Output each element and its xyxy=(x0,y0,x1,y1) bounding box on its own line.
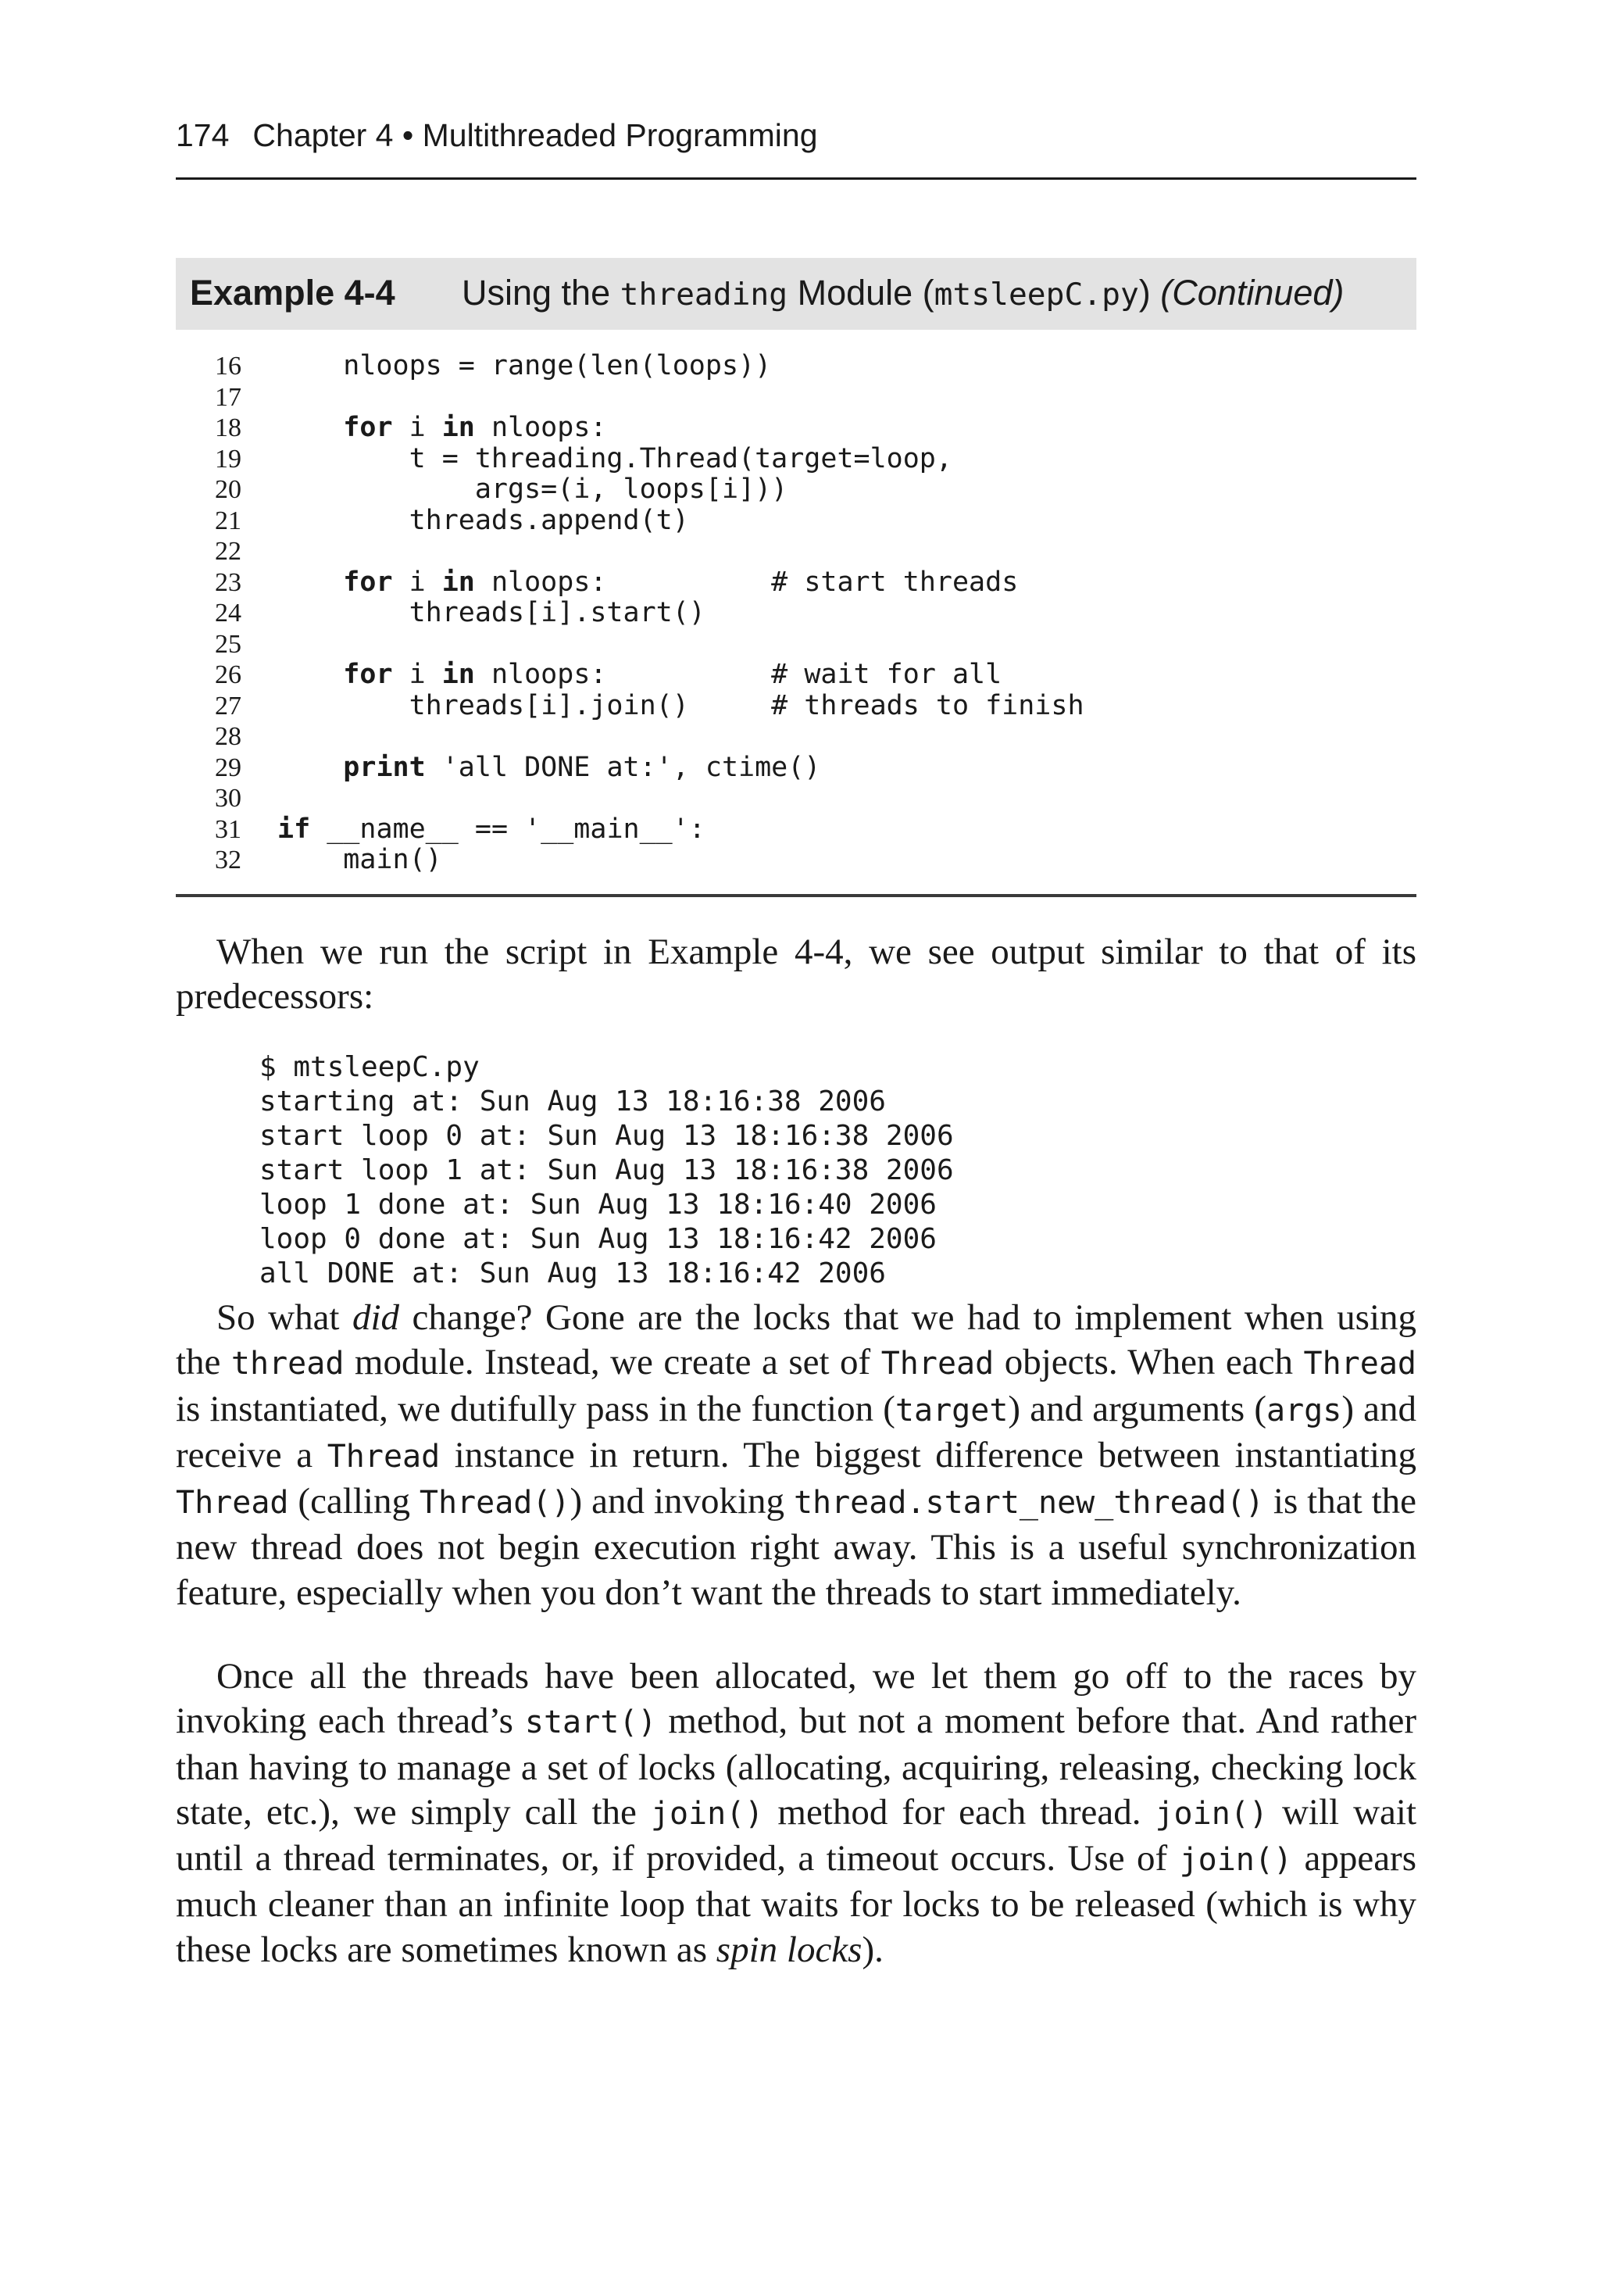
code-line xyxy=(176,845,1416,876)
paragraph-what-changed: So what did change? Gone are the locks that we had to implement when using the thread module. Instead, we create a set of Thread objects. When each Thread is instantiated, we dutifully pass in the function (target) and arguments (args) and receive a Thread instance in return. The biggest difference between instantiating Thread (calling Thread()) and invoking thread.start_new_thread() is that the new thread does not begin execution right away. This is a useful synchronization feature, especially when you don’t want the threads to start immediately. xyxy=(176,1297,1416,1613)
line-number: 30 xyxy=(215,784,241,813)
output-line: start loop 1 at: Sun Aug 13 18:16:38 2006 xyxy=(259,1154,954,1186)
code-line xyxy=(176,721,1416,753)
code-line xyxy=(176,444,1416,475)
console-output xyxy=(259,1050,954,1291)
code-text: threads.append(t) xyxy=(277,504,689,536)
line-number: 24 xyxy=(215,599,241,628)
line-number: 32 xyxy=(215,846,241,874)
code-text: for i in nloops: # start threads xyxy=(343,566,1019,598)
line-number: 18 xyxy=(215,413,241,442)
code-text: t = threading.Thread(target=loop, xyxy=(277,442,952,474)
paragraph-run-output: When we run the script in Example 4-4, we see output similar to that of its predecessors: xyxy=(176,932,1416,1017)
output-line: all DONE at: Sun Aug 13 18:16:42 2006 xyxy=(259,1257,886,1289)
line-number: 22 xyxy=(215,537,241,566)
code-line xyxy=(176,567,1416,599)
code-line xyxy=(176,753,1416,784)
code-line xyxy=(176,660,1416,691)
code-text: for i in nloops: # wait for all xyxy=(343,659,1002,690)
code-line xyxy=(176,814,1416,846)
line-number: 17 xyxy=(215,382,241,412)
code-listing xyxy=(176,351,1416,876)
output-line: $ mtsleepC.py xyxy=(259,1051,480,1083)
code-line xyxy=(176,598,1416,629)
code-line xyxy=(176,783,1416,814)
header-rule xyxy=(176,177,1416,180)
output-line: loop 1 done at: Sun Aug 13 18:16:40 2006 xyxy=(259,1189,937,1221)
code-line xyxy=(176,382,1416,413)
line-number: 31 xyxy=(215,814,241,844)
code-text: for i in nloops: xyxy=(343,412,607,443)
example-title: Using the threading Module (mtsleepC.py) (Continued) xyxy=(462,273,1345,313)
code-line xyxy=(176,474,1416,506)
code-text: nloops = range(len(loops)) xyxy=(277,350,772,381)
code-text: main() xyxy=(277,844,442,875)
code-line xyxy=(176,506,1416,537)
code-text: threads[i].start() xyxy=(277,597,705,628)
code-text: args=(i, loops[i])) xyxy=(277,474,788,505)
paragraph-join-threads: Once all the threads have been allocated, we let them go off to the races by invoking each thread’s start() method, but not a moment before that. And rather than having to manage a set of locks (allocating, acquiring, releasing, checking lock state, etc.), we simply call the join() method for each thread. join() will wait until a thread terminates, or, if provided, a timeout occurs. Use of join() appears much cleaner than an infinite loop that waits for locks to be released (which is why these locks are sometimes known as spin locks). xyxy=(176,1656,1416,1970)
code-line xyxy=(176,536,1416,567)
output-line: loop 0 done at: Sun Aug 13 18:16:42 2006 xyxy=(259,1223,937,1255)
line-number: 25 xyxy=(215,629,241,659)
example-label: Example 4-4 xyxy=(190,273,395,313)
line-number: 16 xyxy=(215,352,241,381)
code-text: threads[i].join() # threads to finish xyxy=(277,689,1084,721)
running-head xyxy=(176,117,818,154)
line-number: 23 xyxy=(215,567,241,597)
line-number: 19 xyxy=(215,444,241,474)
code-line xyxy=(176,629,1416,660)
line-number: 26 xyxy=(215,660,241,689)
output-line: starting at: Sun Aug 13 18:16:38 2006 xyxy=(259,1085,886,1118)
line-number: 29 xyxy=(215,753,241,782)
chapter-title: Chapter 4 • Multithreaded Programming xyxy=(252,117,818,153)
line-number: 28 xyxy=(215,722,241,751)
example-banner xyxy=(176,258,1416,330)
code-line xyxy=(176,351,1416,382)
line-number: 20 xyxy=(215,475,241,504)
page-number: 174 xyxy=(176,117,230,153)
code-line xyxy=(176,413,1416,444)
line-number: 21 xyxy=(215,506,241,535)
code-line xyxy=(176,691,1416,722)
code-text: if __name__ == '__main__': xyxy=(277,813,705,845)
code-text: print 'all DONE at:', ctime() xyxy=(343,751,821,783)
line-number: 27 xyxy=(215,691,241,721)
output-line: start loop 0 at: Sun Aug 13 18:16:38 2006 xyxy=(259,1120,954,1152)
code-bottom-rule xyxy=(176,894,1416,897)
